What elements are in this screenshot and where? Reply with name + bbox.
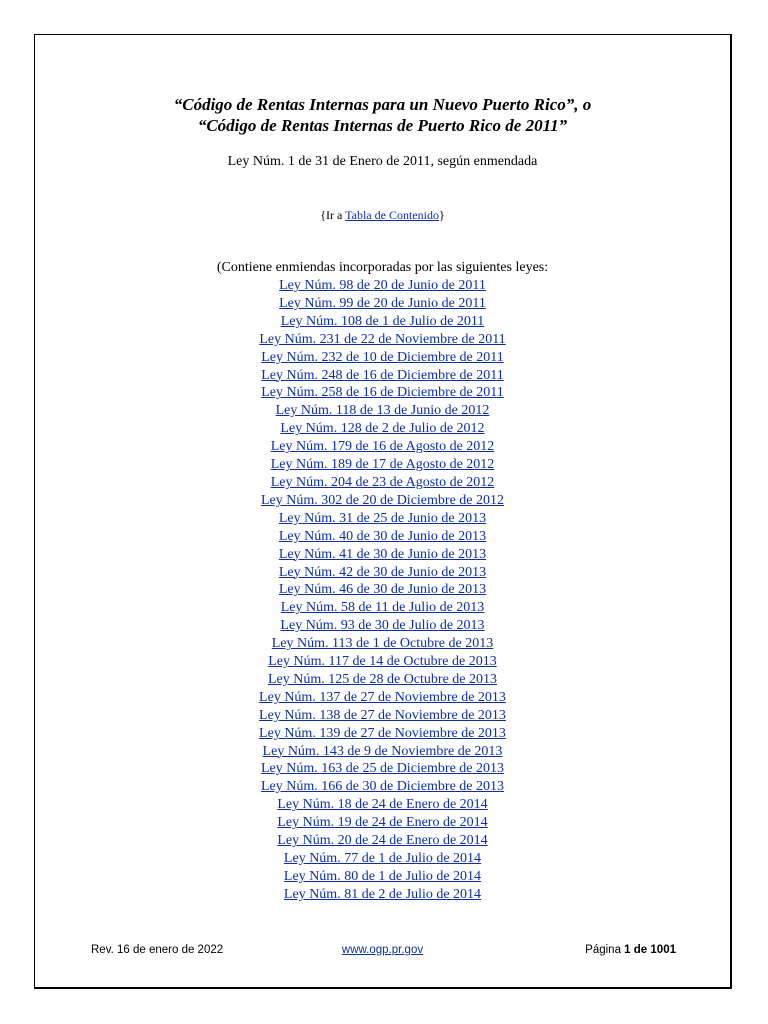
law-list-item	[35, 456, 730, 474]
law-list-item	[35, 581, 730, 599]
law-list-item	[35, 832, 730, 850]
law-link[interactable]: Ley Núm. 128 de 2 de Julio de 2012	[280, 421, 485, 437]
law-link[interactable]: Ley Núm. 46 de 30 de Junio de 2013	[278, 582, 487, 598]
law-link[interactable]: Ley Núm. 19 de 24 de Enero de 2014	[277, 815, 488, 831]
law-link[interactable]: Ley Núm. 138 de 27 de Noviembre de 2013	[259, 707, 506, 723]
law-link[interactable]: Ley Núm. 248 de 16 de Diciembre de 2011	[261, 367, 504, 383]
document-title-line-2: “Código de Rentas Internas de Puerto Rico de 2011”	[197, 116, 568, 135]
law-list-item	[35, 868, 730, 886]
law-link[interactable]: Ley Núm. 80 de 1 de Julio de 2014	[283, 868, 482, 884]
law-link[interactable]: Ley Núm. 42 de 30 de Junio de 2013	[278, 564, 487, 580]
document-page	[34, 34, 732, 989]
law-link[interactable]: Ley Núm. 18 de 24 de Enero de 2014	[277, 797, 488, 813]
law-list-item	[35, 778, 730, 796]
law-link[interactable]: Ley Núm. 166 de 30 de Diciembre de 2013	[261, 779, 504, 795]
page-of: de	[633, 944, 648, 956]
law-list-item	[35, 689, 730, 707]
law-list-item	[35, 474, 730, 492]
law-link[interactable]: Ley Núm. 118 de 13 de Junio de 2012	[275, 403, 490, 419]
law-link[interactable]: Ley Núm. 302 de 20 de Diciembre de 2012	[261, 492, 504, 508]
law-link[interactable]: Ley Núm. 81 de 2 de Julio de 2014	[283, 886, 482, 902]
law-list-item	[35, 653, 730, 671]
law-list-item	[35, 725, 730, 743]
law-link[interactable]: Ley Núm. 232 de 10 de Diciembre de 2011	[261, 349, 504, 365]
website-link[interactable]: www.ogp.pr.gov	[341, 944, 424, 956]
law-list-item	[35, 635, 730, 653]
law-list-item	[35, 814, 730, 832]
law-link[interactable]: Ley Núm. 204 de 23 de Agosto de 2012	[270, 474, 495, 490]
law-link[interactable]: Ley Núm. 99 de 20 de Junio de 2011	[279, 295, 486, 311]
law-list-item	[35, 367, 730, 385]
law-link[interactable]: Ley Núm. 93 de 30 de Julio de 2013	[280, 618, 485, 634]
law-list-item	[35, 760, 730, 778]
table-of-contents-link[interactable]: Tabla de Contenido	[345, 208, 439, 222]
law-link[interactable]: Ley Núm. 77 de 1 de Julio de 2014	[283, 851, 482, 866]
law-link[interactable]: Ley Núm. 231 de 22 de Noviembre de 2011	[259, 331, 506, 347]
law-list-item	[35, 546, 730, 564]
amendments-intro: (Contiene enmiendas incorporadas por las siguientes leyes:	[216, 260, 549, 275]
law-list-item	[35, 438, 730, 456]
law-list-item	[35, 331, 730, 349]
law-link[interactable]: Ley Núm. 40 de 30 de Junio de 2013	[278, 528, 487, 544]
law-list-item	[35, 743, 730, 761]
law-list-item	[35, 277, 730, 295]
law-link[interactable]: Ley Núm. 117 de 14 de Octubre de 2013	[268, 654, 497, 670]
law-link[interactable]: Ley Núm. 143 de 9 de Noviembre de 2013	[262, 743, 503, 759]
law-link[interactable]: Ley Núm. 31 de 25 de Junio de 2013	[278, 510, 487, 526]
law-link[interactable]: Ley Núm. 139 de 27 de Noviembre de 2013	[259, 725, 506, 741]
law-list-item	[35, 671, 730, 689]
law-list-item	[35, 295, 730, 313]
law-list-item	[35, 796, 730, 814]
law-link[interactable]: Ley Núm. 41 de 30 de Junio de 2013	[278, 546, 487, 562]
law-link[interactable]: Ley Núm. 108 de 1 de Julio de 2011	[280, 313, 485, 329]
toc-suffix: }	[438, 208, 445, 222]
toc-prefix: {Ir a	[320, 208, 346, 222]
law-list-item	[35, 349, 730, 367]
page-indicator	[585, 943, 676, 957]
law-link[interactable]: Ley Núm. 20 de 24 de Enero de 2014	[277, 833, 488, 849]
law-link[interactable]: Ley Núm. 179 de 16 de Agosto de 2012	[270, 439, 495, 455]
law-link[interactable]: Ley Núm. 163 de 25 de Diciembre de 2013	[261, 761, 504, 777]
amending-laws-list	[35, 277, 730, 904]
law-list-item	[35, 510, 730, 528]
law-list-item	[35, 313, 730, 331]
law-link[interactable]: Ley Núm. 189 de 17 de Agosto de 2012	[270, 457, 495, 473]
law-list-item	[35, 384, 730, 402]
law-link[interactable]: Ley Núm. 58 de 11 de Julio de 2013	[280, 600, 485, 616]
law-list-item	[35, 886, 730, 904]
law-link[interactable]: Ley Núm. 113 de 1 de Octubre de 2013	[271, 636, 494, 652]
law-link[interactable]: Ley Núm. 258 de 16 de Diciembre de 2011	[261, 385, 504, 401]
law-list-item	[35, 850, 730, 868]
law-list-item	[35, 402, 730, 420]
law-link[interactable]: Ley Núm. 137 de 27 de Noviembre de 2013	[259, 689, 506, 705]
page-total: 1001	[650, 944, 676, 956]
law-list-item	[35, 707, 730, 725]
law-link[interactable]: Ley Núm. 125 de 28 de Octubre de 2013	[268, 671, 497, 687]
law-list-item	[35, 420, 730, 438]
document-title-line-1: “Código de Rentas Internas para un Nuevo Puerto Rico”, o	[173, 95, 592, 114]
revision-date: Rev. 16 de enero de 2022	[91, 944, 224, 956]
law-list-item	[35, 528, 730, 546]
law-list-item	[35, 564, 730, 582]
document-subtitle: Ley Núm. 1 de 31 de Enero de 2011, según enmendada	[227, 154, 538, 169]
toc-navigation	[35, 207, 730, 223]
law-link[interactable]: Ley Núm. 98 de 20 de Junio de 2011	[279, 278, 486, 293]
law-list-item	[35, 599, 730, 617]
page-number: 1	[624, 944, 631, 956]
law-list-item	[35, 492, 730, 510]
law-list-item	[35, 617, 730, 635]
page-label: Página	[585, 944, 621, 956]
